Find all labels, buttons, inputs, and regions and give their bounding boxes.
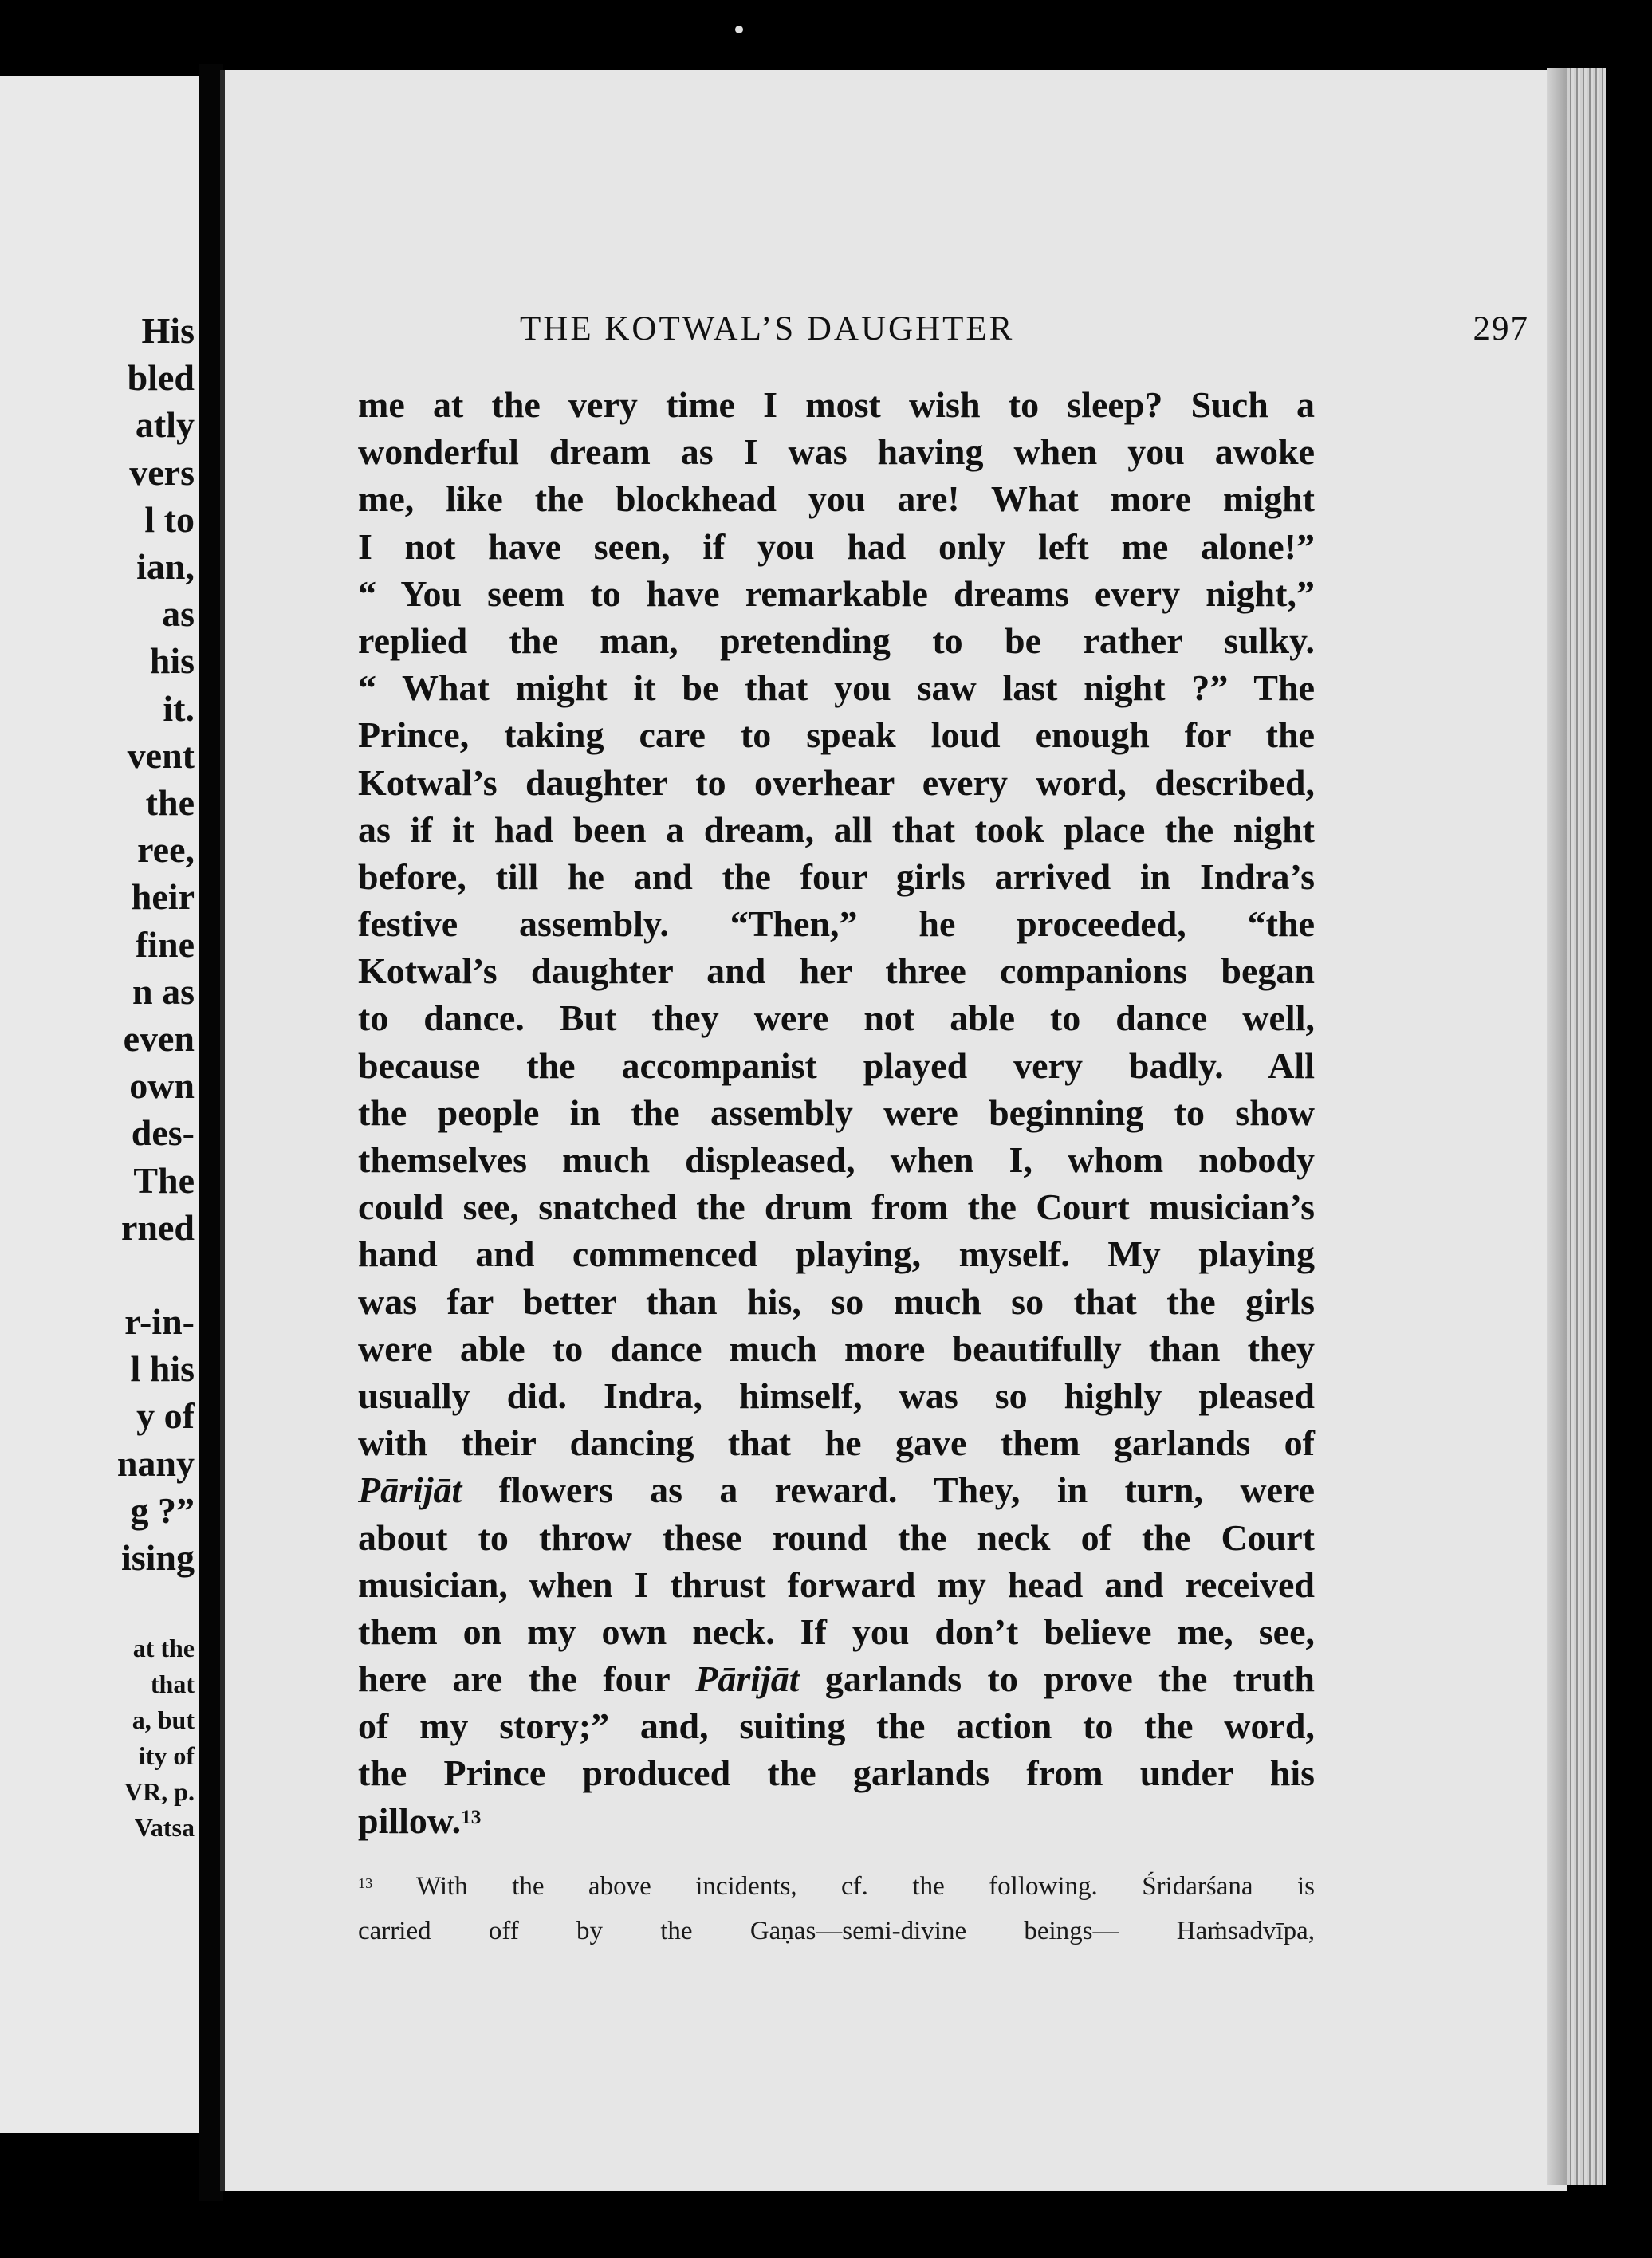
left-page-note-fragments (0, 1631, 195, 1846)
text-line: to dance. But they were not able to dance well, (358, 997, 1315, 1039)
left-fragment: as (162, 593, 195, 635)
footnote-segment: Haṁsadvīpa, (1176, 1917, 1315, 1945)
text-line: about to throw these round the neck of the Court (358, 1516, 1315, 1558)
left-fragment: y of (136, 1395, 195, 1437)
page-stack-edge (1567, 68, 1606, 2185)
text-line: as if it had been a dream, all that took place the night (358, 808, 1315, 850)
left-fragment: it. (163, 687, 195, 729)
footnote-segment: carried off by the Gaṇas—semi-divine beings— (358, 1917, 1119, 1945)
text-line: because the accompanist played very badly. All (358, 1044, 1315, 1086)
text-line: “ You seem to have remarkable dreams every night,” (358, 572, 1315, 614)
chapter-title: THE KOTWAL’S DAUGHTER (520, 310, 1015, 348)
footnote-segment: Śridаrśana is (1142, 1872, 1315, 1901)
left-fragment: n as (132, 970, 195, 1012)
left-fragment: l his (130, 1348, 195, 1390)
text-line: could see, snatched the drum from the Court musician’s (358, 1186, 1315, 1228)
left-fragment: fine (135, 923, 195, 965)
text-line: them on my own neck. If you don’t believe me, see, (358, 1611, 1315, 1652)
text-line: I not have seen, if you had only left me alone!” (358, 525, 1315, 567)
text-line-with-italic (358, 1466, 1315, 1513)
text-line: me at the very time I most wish to sleep? Such a (358, 384, 1315, 425)
text-line: me, like the blockhead you are! What more might (358, 478, 1315, 520)
left-fragment: r-in- (124, 1301, 195, 1343)
footnote-reference: 13 (461, 1805, 482, 1828)
footnote-line (358, 1909, 1315, 1953)
left-fragment: own (129, 1065, 195, 1107)
text-line: of my story;” and, suiting the action to the word, (358, 1705, 1315, 1747)
left-fragment: ising (120, 1537, 195, 1579)
left-fragment: bled (127, 357, 195, 399)
left-fragment: His (141, 310, 195, 351)
left-fragment: g ?” (130, 1489, 195, 1531)
left-fragment: l to (144, 498, 195, 540)
text-line: before, till he and the four girls arrived in Indra’s (358, 856, 1315, 897)
left-fragment: heir (131, 876, 195, 918)
italic-term: Pārijāt (695, 1658, 800, 1700)
left-fragment: ree, (137, 829, 195, 871)
text-line: Kotwal’s daughter to overhear every word, described, (358, 761, 1315, 803)
left-fragment-gap (0, 1251, 195, 1298)
text-segment: flowers as a reward. They, in turn, were (498, 1469, 1315, 1511)
left-fragment: vers (129, 451, 195, 493)
text-line: musician, when I thrust forward my head and received (358, 1564, 1315, 1605)
text-line: were able to dance much more beautifully than they (358, 1328, 1315, 1369)
text-line: the people in the assembly were beginning to show (358, 1092, 1315, 1133)
left-note-fragment: VR, p. (124, 1777, 195, 1806)
text-line: replied the man, pretending to be rather sulky. (358, 620, 1315, 661)
text-line: hand and commenced playing, myself. My playing (358, 1233, 1315, 1275)
left-fragment: des- (131, 1112, 195, 1154)
left-fragment: ian, (136, 546, 195, 588)
book-page (220, 70, 1567, 2191)
text-line: was far better than his, so much so that the girls (358, 1280, 1315, 1322)
left-fragment: vent (127, 734, 195, 776)
left-fragment: rned (121, 1206, 195, 1248)
left-fragment: nany (116, 1442, 195, 1484)
page-number: 297 (1473, 310, 1529, 348)
text-line: Prince, taking care to speak loud enough for the (358, 714, 1315, 756)
top-speck (735, 26, 743, 33)
text-segment: pillow. (358, 1800, 462, 1841)
text-line: the Prince produced the garlands from under his (358, 1753, 1315, 1794)
footnote-segment: With the above incidents, cf. the following. (416, 1872, 1098, 1901)
text-segment: garlands to prove the truth (824, 1658, 1316, 1700)
text-line: “ What might it be that you saw last night ?” The (358, 667, 1315, 709)
body-text (358, 381, 1315, 1844)
text-line: festive assembly. “Then,” he proceeded, “the (358, 903, 1315, 945)
left-fragment: atly (135, 404, 195, 446)
text-line: wonderful dream as I was having when you awoke (358, 431, 1315, 473)
text-line: with their dancing that he gave them garlands of (358, 1422, 1315, 1464)
left-fragment: even (123, 1018, 195, 1060)
footnote-line (358, 1864, 1315, 1909)
left-note-fragment: a, but (132, 1705, 195, 1734)
running-head (520, 309, 1529, 357)
text-line-last (358, 1797, 1315, 1844)
italic-term: Pārijāt (358, 1469, 462, 1511)
text-line: usually did. Indra, himself, was so highly pleased (358, 1375, 1315, 1416)
left-page-text-fragments (0, 307, 195, 1581)
left-note-fragment: Vatsa (134, 1813, 195, 1842)
left-note-fragment: at the (132, 1634, 195, 1662)
left-fragment: The (133, 1159, 195, 1201)
footnote-marker: 13 (358, 1875, 373, 1891)
footnote (358, 1864, 1315, 1953)
left-facing-page (0, 76, 199, 2133)
text-line: Kotwal’s daughter and her three companions began (358, 950, 1315, 992)
left-fragment: his (149, 640, 195, 682)
left-fragment: the (145, 782, 195, 824)
text-segment: here are the four (358, 1658, 670, 1700)
text-line: themselves much displeased, when I, whom nobody (358, 1139, 1315, 1180)
left-note-fragment: ity of (138, 1741, 195, 1770)
left-note-fragment: that (150, 1670, 195, 1698)
text-line-with-italic (358, 1655, 1315, 1702)
